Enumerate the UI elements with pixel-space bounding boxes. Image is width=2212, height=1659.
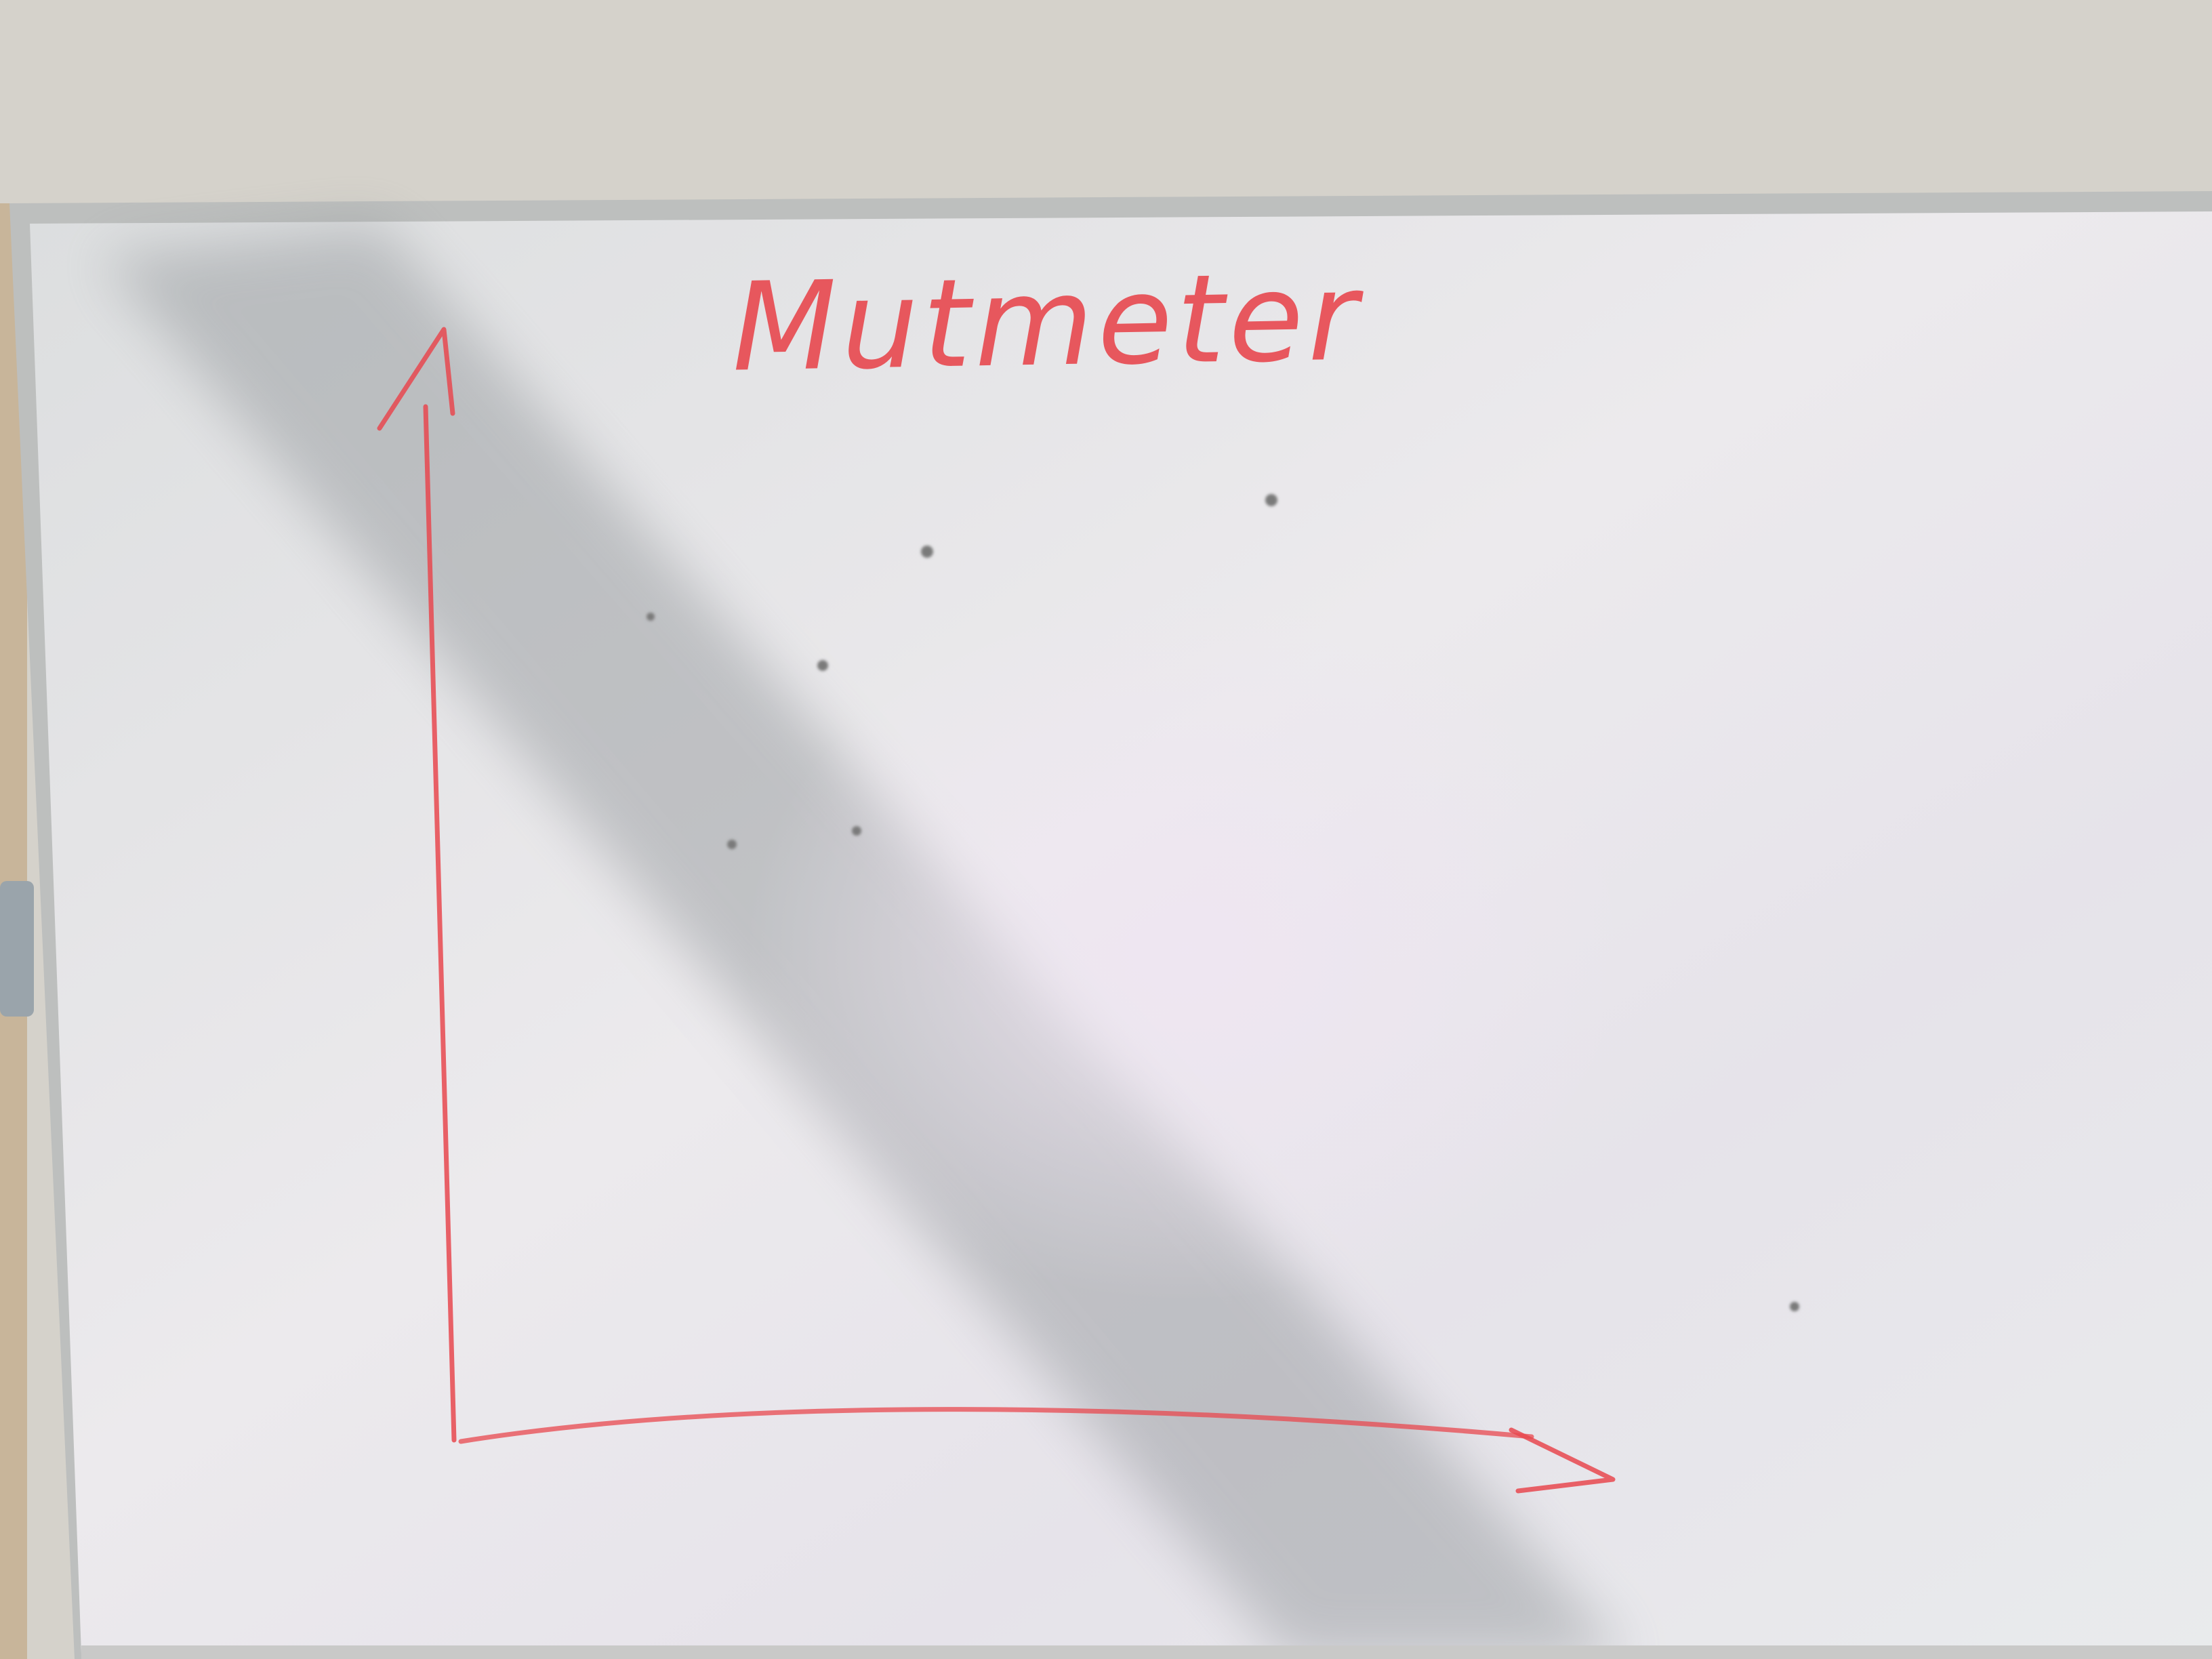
- board-hole: [647, 613, 655, 621]
- board-hole: [852, 826, 861, 836]
- board-hole: [1790, 1302, 1799, 1311]
- board-hole: [727, 840, 737, 849]
- glare: [745, 596, 1626, 1301]
- board-hole: [817, 660, 828, 671]
- marker-holder: [0, 881, 34, 1017]
- board-hole: [921, 546, 933, 558]
- board-tray: [81, 1645, 2212, 1659]
- board-title: Mutmeter: [731, 246, 1364, 399]
- board-hole: [1265, 494, 1277, 506]
